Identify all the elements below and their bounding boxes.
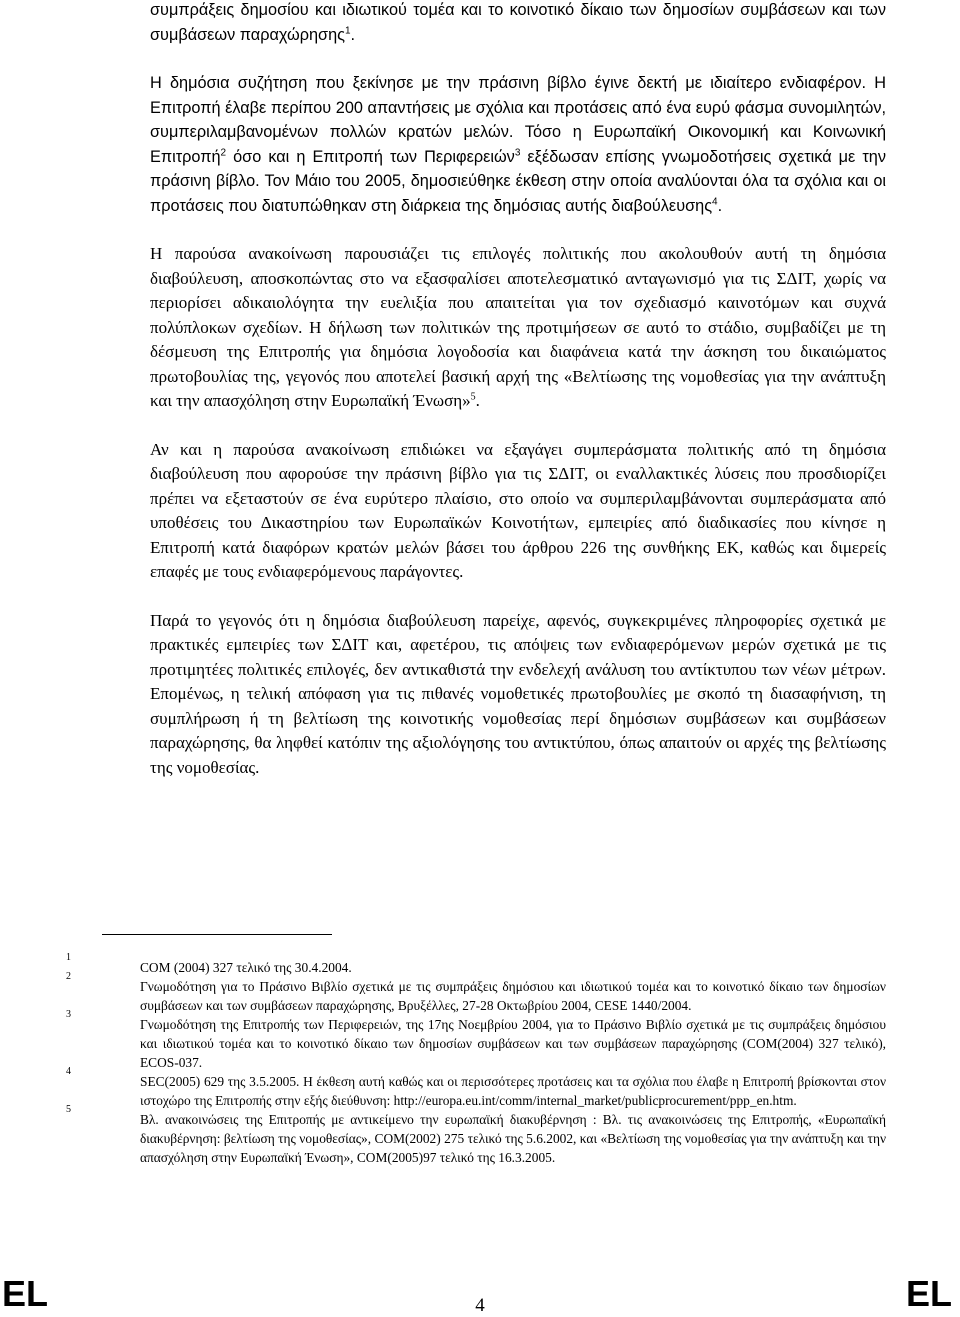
footnote-number: 1 [66,952,71,963]
footnote-text: Βλ. ανακοινώσεις της Επιτροπής με αντικείμενο την ευρωπαϊκή διακυβέρνηση : Βλ. τις ανακοινώσεις της Επιτροπής, «Ευρωπαϊκή διακυβέρνηση: βελτίωση της νομοθεσίας», COM(2002) 275 τελικό της 5.6.2002, και «Βελτίωση της νομοθεσίας για την ανάπτυξη και την απασχόληση στην Ευρωπαϊκή Ένωση», COM(2005)97 τελικό της 16.3.2005. [140,1112,886,1165]
footnote-separator [102,934,332,935]
footnote-number: 5 [66,1104,71,1115]
footnote-ref-2[interactable]: 2 [220,147,227,159]
footnotes [0,952,960,1167]
footer-language-right: EL [905,1273,952,1314]
footnote-number: 4 [66,1066,71,1077]
footnote-text: Γνωμοδότηση της Επιτροπής των Περιφερειών, της 17ης Νοεμβρίου 2004, για το Πράσινο Βιβλίο σχετικά με τις συμπράξεις δημόσιου και ιδιωτικού τομέα και το κοινοτικό δίκαιο των δημοσίων συμβάσεων και των συμβάσεων παραχώρησης (COM(2004) 327 τελικό), ECOS-037. [140,1017,886,1070]
footnote-ref-4[interactable]: 4 [712,196,718,208]
footnote-number: 3 [66,1009,71,1020]
footnote-5 [0,1104,960,1167]
footnote-4 [0,1066,960,1110]
paragraph-4: Αν και η παρούσα ανακοίνωση επιδιώκει να εξαγάγει συμπεράσματα πολιτικής από τη δημόσια διαβούλευση που αφορούσε την πράσινη βίβλο για τις ΣΔΙΤ, οι εναλλακτικές λύσεις που προσδιορίζει πρέπει να εξεταστούν σε ένα ευρύτερο πλαίσιο, στο οποίο να συμπεριλαμβάνονται συμπεράσματα από υποθέσεις του Δικαστηρίου των Ευρωπαϊκών Κοινοτήτων, εμπειρίες από διαδικασίες που κίνησε η Επιτροπή κατά διαφόρων κρατών μελών βάσει του άρθρου 226 της συνθήκης ΕΚ, καθώς και διμερείς επαφές με τους ενδιαφερόμενους παράγοντες. [150,439,886,581]
document-body [150,0,886,804]
footnote-ref-1[interactable]: 1 [344,25,351,37]
footnote-ref-3[interactable]: 3 [514,147,521,159]
footnote-3 [0,1009,960,1072]
paragraph-3: Η παρούσα ανακοίνωση παρουσιάζει τις επιλογές πολιτικής που ακολουθούν αυτή τη δημόσια διαβούλευση, αποσκοπώντας στο να εξασφαλίσει αποτελεσματικό ανταγωνισμό για τις ΣΔΙΤ, χωρίς να περιορίσει αδικαιολόγητα την ευελιξία που απαιτείται για τον σχεδιασμό καινοτόμων και συχνά πολύπλοκων σχεδίων. Η δήλωση των πολιτικών της προτιμήσεων σε αυτό το στάδιο, συμβαδίζει με τη δέσμευση της Επιτροπής για δημόσια λογοδοσία και διαφάνεια κατά την άσκηση του δικαιώματος πρωτοβουλίας της, γεγονός που αποτελεί βασική αρχή της «Βελτίωσης της νομοθεσίας για την ανάπτυξη και την απασχόληση στην Ευρωπαϊκή Ένωση»$^5$. [150,244,886,410]
footer-language-left: EL [2,1273,49,1314]
footnote-2 [0,971,960,1015]
footnote-text: Γνωμοδότηση για το Πράσινο Βιβλίο σχετικά με τις συμπράξεις δημόσιου και ιδιωτικού τομέα και το κοινοτικό δίκαιο των δημοσίων συμβάσεων και των συμβάσεων παραχώρησης, Βρυξέλλες, 27-28 Οκτωβρίου 2004, CESE 1440/2004. [140,979,886,1013]
paragraph-5: Παρά το γεγονός ότι η δημόσια διαβούλευση παρείχε, αφενός, συγκεκριμένες πληροφορίες σχετικά με πρακτικές εμπειρίες των ΣΔΙΤ και, αφετέρου, τις απόψεις των ενδιαφερόμενων μερών σχετικά με τις προτιμητέες πολιτικές επιλογές, δεν αντικαθιστά την ενδελεχή ανάλυση του αντίκτυπου των νέων μέτρων. Επομένως, η τελική απόφαση για τις πιθανές νομοθετικές πρωτοβουλίες με σκοπό τη διασαφήνιση, τη συμπλήρωση ή τη βελτίωση της κοινοτικής νομοθεσίας περί δημόσιων συμβάσεων και συμβάσεων παραχώρησης, θα ληφθεί κατόπιν της αξιολόγησης του αντικτύπου, όπως απαιτούν οι αρχές της βελτίωσης της νομοθεσίας. [150,610,886,777]
paragraph-1: συμπράξεις δημοσίου και ιδιωτικού τομέα και το κοινοτικό δίκαιο των δημοσίων συμβάσεων και των συμβάσεων παραχώρησης$^1$. [150,1,886,44]
paragraph-2: Η δημόσια συζήτηση που ξεκίνησε με την πράσινη βίβλο έγινε δεκτή με ιδιαίτερο ενδιαφέρον. Η Επιτροπή έλαβε περίπου 200 απαντήσεις με σχόλια και προτάσεις από ένα ευρύ φάσμα συνομιλητών, συμπεριλαμβανομένων πολλών κρατών μελών. Τόσο η Ευρωπαϊκή Οικονομική και Κοινωνική Επιτροπή$^2$ όσο και η Επιτροπή των Περιφερειών$^3$ εξέδωσαν επίσης γνωμοδοτήσεις σχετικά με την πράσινη βίβλο. Τον Μάιο του 2005, δημοσιεύθηκε έκθεση στην οποία αναλύονται όλα τα σχόλια και οι προτάσεις που διατυπώθηκαν στη διάρκεια της δημόσιας αυτής διαβούλευσης$^4$. [150,74,886,215]
footnote-number: 2 [66,971,71,982]
footnote-ref-5[interactable]: 5 [470,391,476,403]
footnote-1 [0,952,960,977]
footnote-text: COM (2004) 327 τελικό της 30.4.2004. [140,960,352,975]
footnote-text: SEC(2005) 629 της 3.5.2005. Η έκθεση αυτή καθώς και οι περισσότερες προτάσεις και τα σχόλια που έλαβε η Επιτροπή βρίσκονται στον ιστοχώρο της Επιτροπής στην εξής διεύθυνση: http://europa.eu.int/comm/internal_market/publicprocurement/ppp_en.htm. [140,1074,886,1108]
page-number: 4 [475,1295,485,1316]
